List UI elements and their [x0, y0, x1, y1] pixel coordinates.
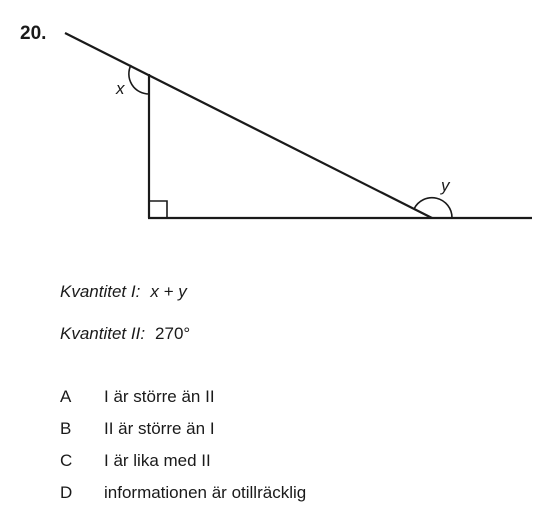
option-b[interactable]: [60, 419, 215, 439]
option-a-text: I är större än II: [104, 387, 215, 406]
option-d[interactable]: [60, 483, 306, 503]
quantity-1-value: x + y: [150, 282, 187, 301]
option-d-letter: D: [60, 483, 73, 502]
option-a[interactable]: [60, 387, 215, 407]
quantity-2: [60, 324, 190, 344]
option-c-letter: C: [60, 451, 73, 470]
quantity-2-value: 270°: [155, 324, 191, 343]
option-c[interactable]: [60, 451, 211, 471]
option-a-letter: A: [60, 387, 72, 406]
option-b-text: II är större än I: [104, 419, 215, 438]
angle-y-arc: [414, 198, 452, 218]
right-angle-marker: [149, 201, 167, 218]
quantity-1-name: Kvantitet I:: [60, 282, 141, 301]
question-number: 20.: [20, 23, 47, 44]
quantity-1: [60, 282, 187, 302]
quantity-2-name: Kvantitet II:: [60, 324, 146, 343]
option-d-text: informationen är otillräcklig: [104, 483, 307, 502]
option-b-letter: B: [60, 419, 72, 438]
hypotenuse-line: [65, 33, 432, 218]
angle-x-label: x: [116, 79, 125, 98]
angle-y-label: y: [441, 176, 450, 195]
option-c-text: I är lika med II: [104, 451, 211, 470]
